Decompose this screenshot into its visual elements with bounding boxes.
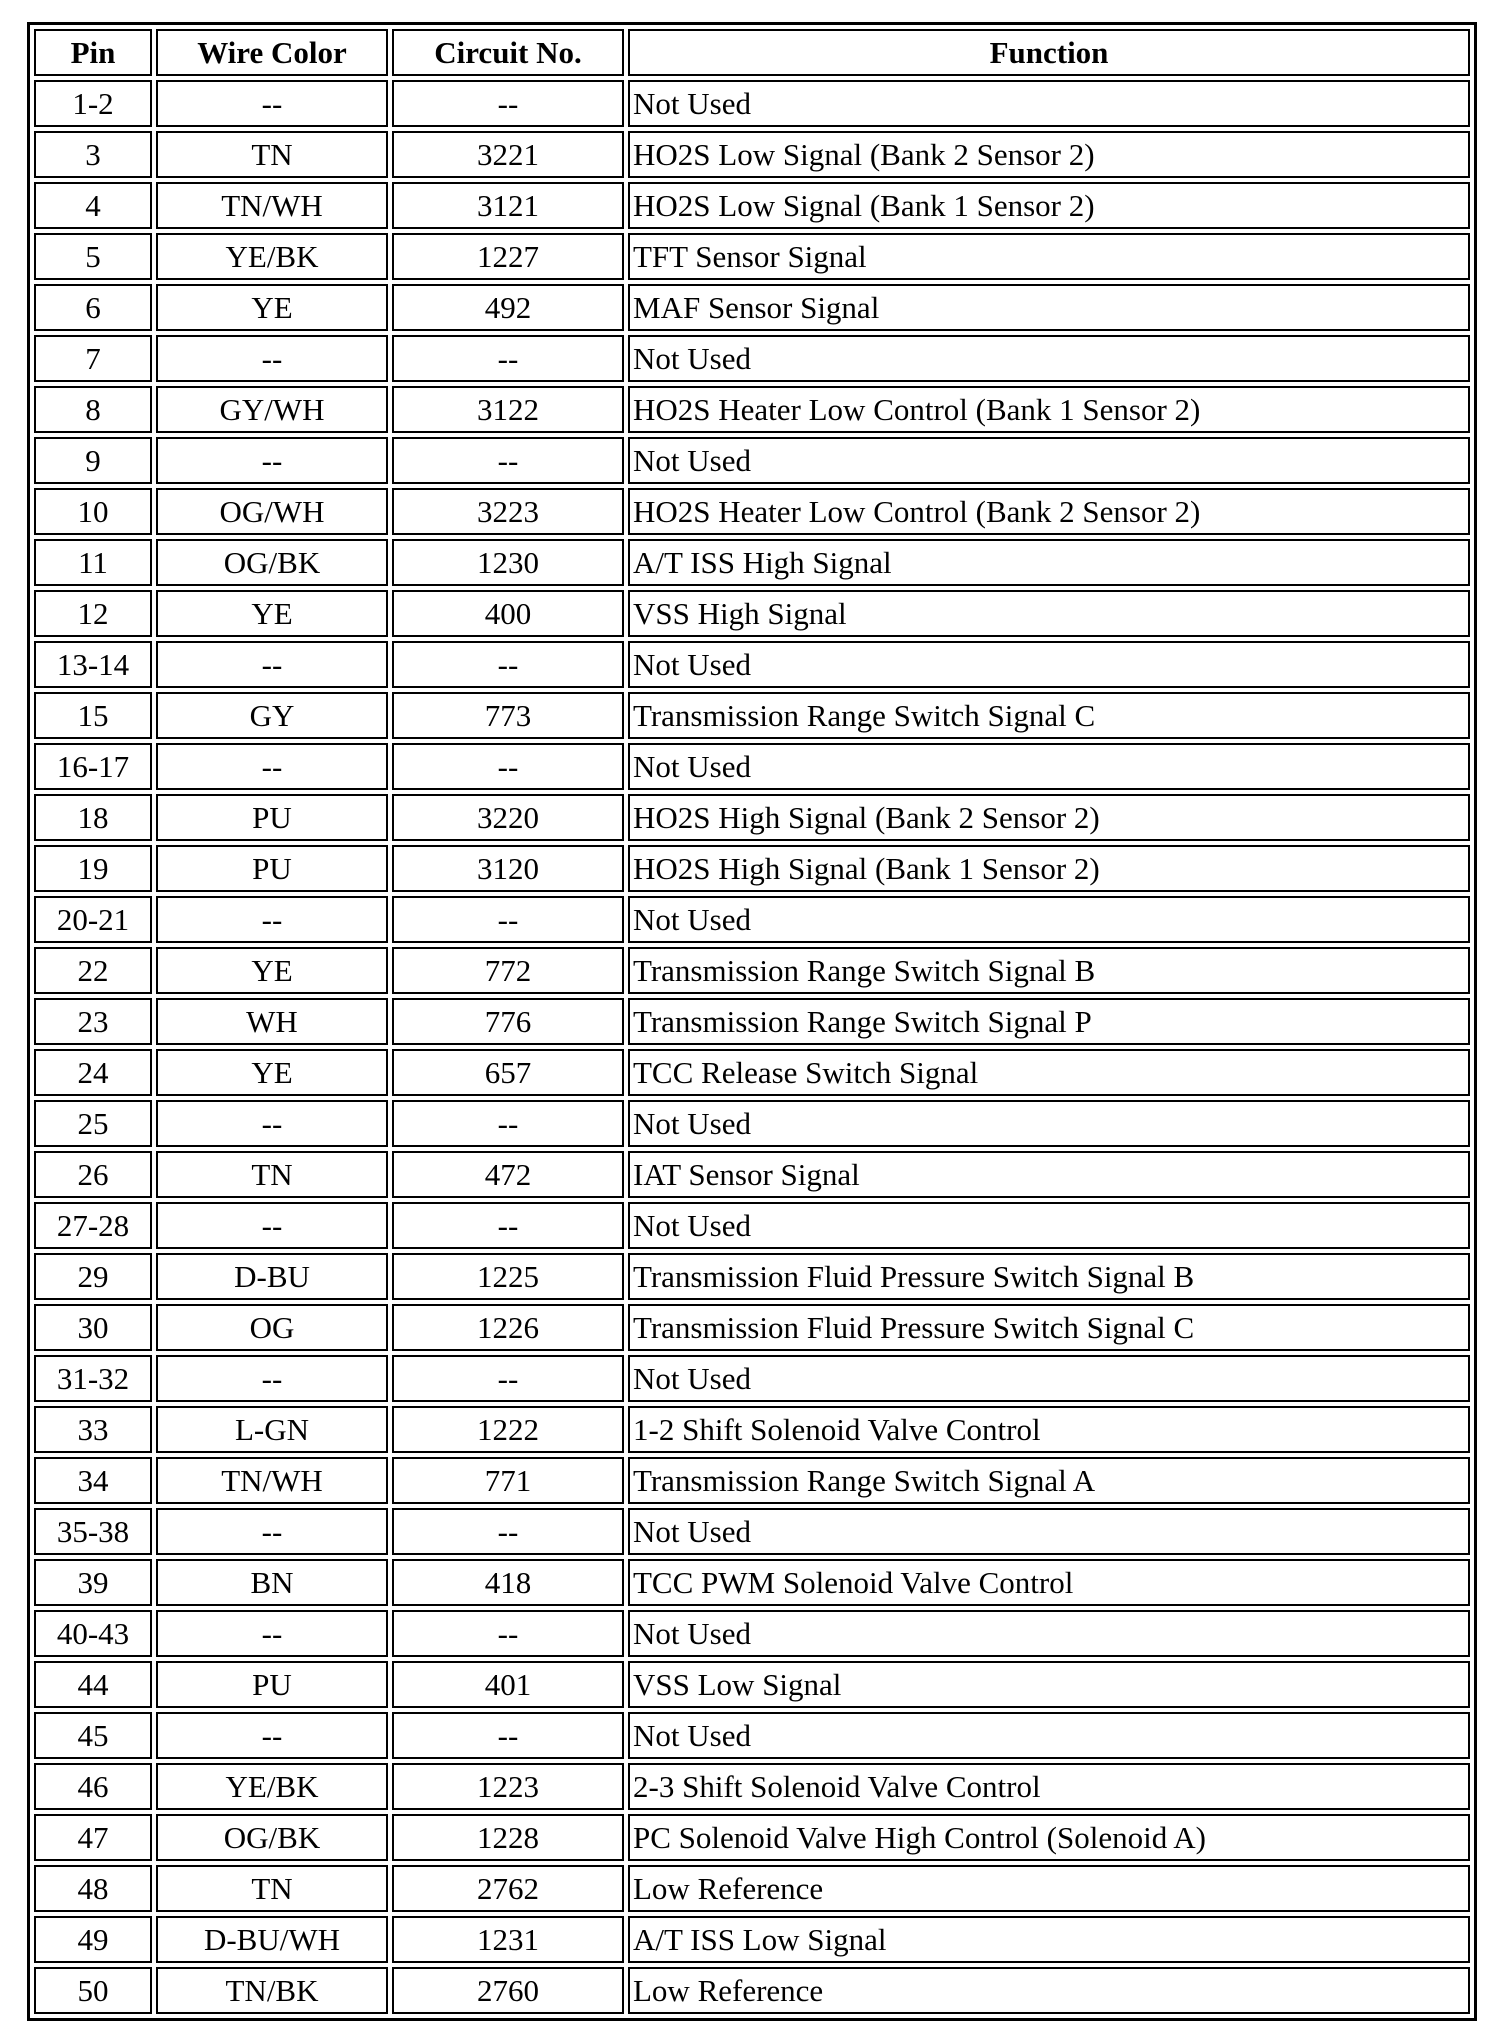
circuit-cell: 772 xyxy=(392,947,624,994)
pin-cell: 50 xyxy=(34,1967,152,2014)
wire-color-cell: YE xyxy=(156,947,388,994)
wire-color-cell: OG/BK xyxy=(156,1814,388,1861)
table-row xyxy=(34,182,1470,229)
header-pin: Pin xyxy=(34,29,152,76)
table-row xyxy=(34,1814,1470,1861)
table-row xyxy=(34,947,1470,994)
wire-color-cell: BN xyxy=(156,1559,388,1606)
function-cell: Transmission Fluid Pressure Switch Signal C xyxy=(628,1304,1470,1351)
function-cell: Low Reference xyxy=(628,1865,1470,1912)
function-cell: HO2S Heater Low Control (Bank 1 Sensor 2) xyxy=(628,386,1470,433)
table-row xyxy=(34,1508,1470,1555)
pin-cell: 47 xyxy=(34,1814,152,1861)
table-row xyxy=(34,692,1470,739)
pin-cell: 48 xyxy=(34,1865,152,1912)
table-row xyxy=(34,1406,1470,1453)
circuit-cell: 1228 xyxy=(392,1814,624,1861)
wire-color-cell: OG/WH xyxy=(156,488,388,535)
pin-cell: 11 xyxy=(34,539,152,586)
pin-cell: 45 xyxy=(34,1712,152,1759)
function-cell: Not Used xyxy=(628,743,1470,790)
function-cell: HO2S Heater Low Control (Bank 2 Sensor 2) xyxy=(628,488,1470,535)
pinout-table xyxy=(27,22,1477,2021)
pin-cell: 25 xyxy=(34,1100,152,1147)
function-cell: Low Reference xyxy=(628,1967,1470,2014)
wire-color-cell: PU xyxy=(156,1661,388,1708)
circuit-cell: 1223 xyxy=(392,1763,624,1810)
header-wire-color: Wire Color xyxy=(156,29,388,76)
table-row xyxy=(34,284,1470,331)
table-row xyxy=(34,1610,1470,1657)
table-row xyxy=(34,743,1470,790)
circuit-cell: -- xyxy=(392,1610,624,1657)
wire-color-cell: WH xyxy=(156,998,388,1045)
function-cell: IAT Sensor Signal xyxy=(628,1151,1470,1198)
function-cell: TFT Sensor Signal xyxy=(628,233,1470,280)
table-row xyxy=(34,1967,1470,2014)
pin-cell: 30 xyxy=(34,1304,152,1351)
pin-cell: 5 xyxy=(34,233,152,280)
pin-cell: 46 xyxy=(34,1763,152,1810)
pin-cell: 10 xyxy=(34,488,152,535)
header-row xyxy=(34,29,1470,76)
pin-cell: 26 xyxy=(34,1151,152,1198)
circuit-cell: 3122 xyxy=(392,386,624,433)
wire-color-cell: -- xyxy=(156,1100,388,1147)
pin-cell: 1-2 xyxy=(34,80,152,127)
table-row xyxy=(34,80,1470,127)
pin-cell: 7 xyxy=(34,335,152,382)
circuit-cell: -- xyxy=(392,80,624,127)
table-row xyxy=(34,1049,1470,1096)
wire-color-cell: TN/BK xyxy=(156,1967,388,2014)
wire-color-cell: -- xyxy=(156,896,388,943)
circuit-cell: 657 xyxy=(392,1049,624,1096)
circuit-cell: 3220 xyxy=(392,794,624,841)
table-row xyxy=(34,1304,1470,1351)
circuit-cell: 1230 xyxy=(392,539,624,586)
function-cell: Not Used xyxy=(628,1610,1470,1657)
circuit-cell: -- xyxy=(392,437,624,484)
table-row xyxy=(34,845,1470,892)
circuit-cell: -- xyxy=(392,335,624,382)
wire-color-cell: OG/BK xyxy=(156,539,388,586)
function-cell: A/T ISS Low Signal xyxy=(628,1916,1470,1963)
pin-cell: 8 xyxy=(34,386,152,433)
circuit-cell: -- xyxy=(392,1355,624,1402)
function-cell: Not Used xyxy=(628,437,1470,484)
circuit-cell: 3223 xyxy=(392,488,624,535)
circuit-cell: -- xyxy=(392,1100,624,1147)
pin-cell: 40-43 xyxy=(34,1610,152,1657)
header-circuit-no: Circuit No. xyxy=(392,29,624,76)
pin-cell: 16-17 xyxy=(34,743,152,790)
table-row xyxy=(34,1202,1470,1249)
circuit-cell: -- xyxy=(392,743,624,790)
circuit-cell: 3221 xyxy=(392,131,624,178)
function-cell: Not Used xyxy=(628,1712,1470,1759)
function-cell: HO2S Low Signal (Bank 2 Sensor 2) xyxy=(628,131,1470,178)
function-cell: 1-2 Shift Solenoid Valve Control xyxy=(628,1406,1470,1453)
function-cell: Transmission Range Switch Signal A xyxy=(628,1457,1470,1504)
pin-cell: 13-14 xyxy=(34,641,152,688)
pin-cell: 31-32 xyxy=(34,1355,152,1402)
pin-cell: 4 xyxy=(34,182,152,229)
table-row xyxy=(34,1559,1470,1606)
wire-color-cell: GY/WH xyxy=(156,386,388,433)
circuit-cell: 472 xyxy=(392,1151,624,1198)
circuit-cell: 1226 xyxy=(392,1304,624,1351)
wire-color-cell: GY xyxy=(156,692,388,739)
pin-cell: 33 xyxy=(34,1406,152,1453)
wire-color-cell: YE/BK xyxy=(156,1763,388,1810)
function-cell: Not Used xyxy=(628,1355,1470,1402)
wire-color-cell: YE xyxy=(156,284,388,331)
function-cell: Not Used xyxy=(628,1100,1470,1147)
table-row xyxy=(34,1865,1470,1912)
table-body xyxy=(34,80,1470,2014)
table-row xyxy=(34,1457,1470,1504)
circuit-cell: 3121 xyxy=(392,182,624,229)
wire-color-cell: -- xyxy=(156,1202,388,1249)
table-row xyxy=(34,1151,1470,1198)
function-cell: PC Solenoid Valve High Control (Solenoid A) xyxy=(628,1814,1470,1861)
wire-color-cell: -- xyxy=(156,335,388,382)
function-cell: Not Used xyxy=(628,80,1470,127)
table-row xyxy=(34,998,1470,1045)
table-row xyxy=(34,539,1470,586)
table-row xyxy=(34,1916,1470,1963)
circuit-cell: 773 xyxy=(392,692,624,739)
circuit-cell: 492 xyxy=(392,284,624,331)
pin-cell: 34 xyxy=(34,1457,152,1504)
wire-color-cell: -- xyxy=(156,80,388,127)
wire-color-cell: D-BU xyxy=(156,1253,388,1300)
wire-color-cell: YE/BK xyxy=(156,233,388,280)
header-function: Function xyxy=(628,29,1470,76)
function-cell: A/T ISS High Signal xyxy=(628,539,1470,586)
function-cell: Not Used xyxy=(628,896,1470,943)
circuit-cell: 1231 xyxy=(392,1916,624,1963)
wire-color-cell: PU xyxy=(156,794,388,841)
circuit-cell: 1227 xyxy=(392,233,624,280)
table-row xyxy=(34,641,1470,688)
table-row xyxy=(34,1661,1470,1708)
function-cell: VSS High Signal xyxy=(628,590,1470,637)
wire-color-cell: TN xyxy=(156,131,388,178)
pin-cell: 19 xyxy=(34,845,152,892)
function-cell: TCC Release Switch Signal xyxy=(628,1049,1470,1096)
pin-cell: 49 xyxy=(34,1916,152,1963)
wire-color-cell: -- xyxy=(156,1508,388,1555)
pin-cell: 22 xyxy=(34,947,152,994)
table-row xyxy=(34,794,1470,841)
circuit-cell: -- xyxy=(392,641,624,688)
wire-color-cell: PU xyxy=(156,845,388,892)
function-cell: Transmission Fluid Pressure Switch Signal B xyxy=(628,1253,1470,1300)
pin-cell: 39 xyxy=(34,1559,152,1606)
pin-cell: 15 xyxy=(34,692,152,739)
wire-color-cell: L-GN xyxy=(156,1406,388,1453)
wire-color-cell: OG xyxy=(156,1304,388,1351)
circuit-cell: 2760 xyxy=(392,1967,624,2014)
circuit-cell: 3120 xyxy=(392,845,624,892)
pin-cell: 23 xyxy=(34,998,152,1045)
table-row xyxy=(34,437,1470,484)
circuit-cell: -- xyxy=(392,896,624,943)
function-cell: HO2S High Signal (Bank 1 Sensor 2) xyxy=(628,845,1470,892)
circuit-cell: -- xyxy=(392,1508,624,1555)
wire-color-cell: -- xyxy=(156,1610,388,1657)
pin-cell: 24 xyxy=(34,1049,152,1096)
function-cell: HO2S High Signal (Bank 2 Sensor 2) xyxy=(628,794,1470,841)
table-row xyxy=(34,1763,1470,1810)
table-row xyxy=(34,233,1470,280)
pin-cell: 29 xyxy=(34,1253,152,1300)
pin-cell: 27-28 xyxy=(34,1202,152,1249)
wire-color-cell: YE xyxy=(156,1049,388,1096)
function-cell: Not Used xyxy=(628,335,1470,382)
circuit-cell: 776 xyxy=(392,998,624,1045)
table-row xyxy=(34,1100,1470,1147)
circuit-cell: 2762 xyxy=(392,1865,624,1912)
function-cell: VSS Low Signal xyxy=(628,1661,1470,1708)
function-cell: Not Used xyxy=(628,641,1470,688)
table-row xyxy=(34,335,1470,382)
table-row xyxy=(34,131,1470,178)
function-cell: Transmission Range Switch Signal P xyxy=(628,998,1470,1045)
circuit-cell: 418 xyxy=(392,1559,624,1606)
circuit-cell: 1225 xyxy=(392,1253,624,1300)
wire-color-cell: TN/WH xyxy=(156,182,388,229)
pin-cell: 3 xyxy=(34,131,152,178)
wire-color-cell: -- xyxy=(156,437,388,484)
pin-cell: 20-21 xyxy=(34,896,152,943)
pin-cell: 18 xyxy=(34,794,152,841)
table-row xyxy=(34,1712,1470,1759)
wire-color-cell: -- xyxy=(156,743,388,790)
function-cell: HO2S Low Signal (Bank 1 Sensor 2) xyxy=(628,182,1470,229)
table-row xyxy=(34,1355,1470,1402)
pin-cell: 9 xyxy=(34,437,152,484)
wire-color-cell: YE xyxy=(156,590,388,637)
wire-color-cell: -- xyxy=(156,1355,388,1402)
wire-color-cell: D-BU/WH xyxy=(156,1916,388,1963)
function-cell: Transmission Range Switch Signal B xyxy=(628,947,1470,994)
table-row xyxy=(34,386,1470,433)
pin-cell: 6 xyxy=(34,284,152,331)
wire-color-cell: TN xyxy=(156,1865,388,1912)
circuit-cell: 401 xyxy=(392,1661,624,1708)
wire-color-cell: -- xyxy=(156,1712,388,1759)
table-row xyxy=(34,1253,1470,1300)
table-row xyxy=(34,896,1470,943)
function-cell: Not Used xyxy=(628,1508,1470,1555)
pin-cell: 35-38 xyxy=(34,1508,152,1555)
function-cell: Not Used xyxy=(628,1202,1470,1249)
function-cell: MAF Sensor Signal xyxy=(628,284,1470,331)
table-row xyxy=(34,590,1470,637)
function-cell: TCC PWM Solenoid Valve Control xyxy=(628,1559,1470,1606)
table-row xyxy=(34,488,1470,535)
wire-color-cell: TN/WH xyxy=(156,1457,388,1504)
circuit-cell: -- xyxy=(392,1202,624,1249)
wire-color-cell: -- xyxy=(156,641,388,688)
circuit-cell: 771 xyxy=(392,1457,624,1504)
circuit-cell: -- xyxy=(392,1712,624,1759)
pin-cell: 12 xyxy=(34,590,152,637)
wire-color-cell: TN xyxy=(156,1151,388,1198)
function-cell: Transmission Range Switch Signal C xyxy=(628,692,1470,739)
function-cell: 2-3 Shift Solenoid Valve Control xyxy=(628,1763,1470,1810)
circuit-cell: 400 xyxy=(392,590,624,637)
circuit-cell: 1222 xyxy=(392,1406,624,1453)
pin-cell: 44 xyxy=(34,1661,152,1708)
